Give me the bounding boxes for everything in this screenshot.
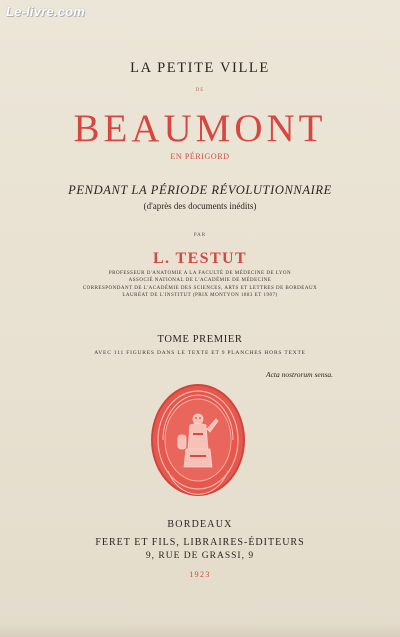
volume-title: TOME PREMIER (157, 334, 243, 345)
credit-line: PROFESSEUR D'ANATOMIE A LA FACULTÉ DE MÉDECINE DE LYON (108, 271, 292, 276)
motto: Acta nostrorum sensa. (266, 370, 334, 379)
publication-year: 1923 (189, 570, 211, 579)
volume-figures: AVEC 111 FIGURES DANS LE TEXTE ET 9 PLANCHES HORS TEXTE (94, 350, 306, 356)
title-line1: LA PETITE VILLE (130, 60, 270, 76)
subtitle-note: (d'après des documents inédits) (143, 201, 257, 211)
main-title: BEAUMONT (73, 107, 327, 150)
title-region: EN PÉRIGORD (170, 152, 230, 161)
wax-seal-icon (150, 383, 246, 497)
by-label: PAR (193, 233, 207, 238)
publisher-name: FERET ET FILS, LIBRAIRES-ÉDITEURS (95, 537, 305, 548)
page-bottom-edge (0, 623, 400, 637)
subtitle: PENDANT LA PÉRIODE RÉVOLUTIONNAIRE (68, 183, 332, 197)
publisher-city: BORDEAUX (167, 519, 233, 530)
credit-line: ASSOCIÉ NATIONAL DE L'ACADÉMIE DE MÉDECINE (128, 278, 272, 284)
credit-line: CORRESPONDANT DE L'ACADÉMIE DES SCIENCES, ARTS ET LETTRES DE BORDEAUX (82, 285, 318, 291)
author-name: L. TESTUT (152, 250, 248, 267)
author-credits (0, 270, 400, 300)
publisher-address: 9, RUE DE GRASSI, 9 (145, 551, 255, 561)
watermark: Le-livre.com (6, 4, 85, 19)
credit-line: LAURÉAT DE L'INSTITUT (PRIX MONTYON 1883 ET 1907) (122, 293, 278, 299)
title-de: DE (195, 88, 205, 93)
